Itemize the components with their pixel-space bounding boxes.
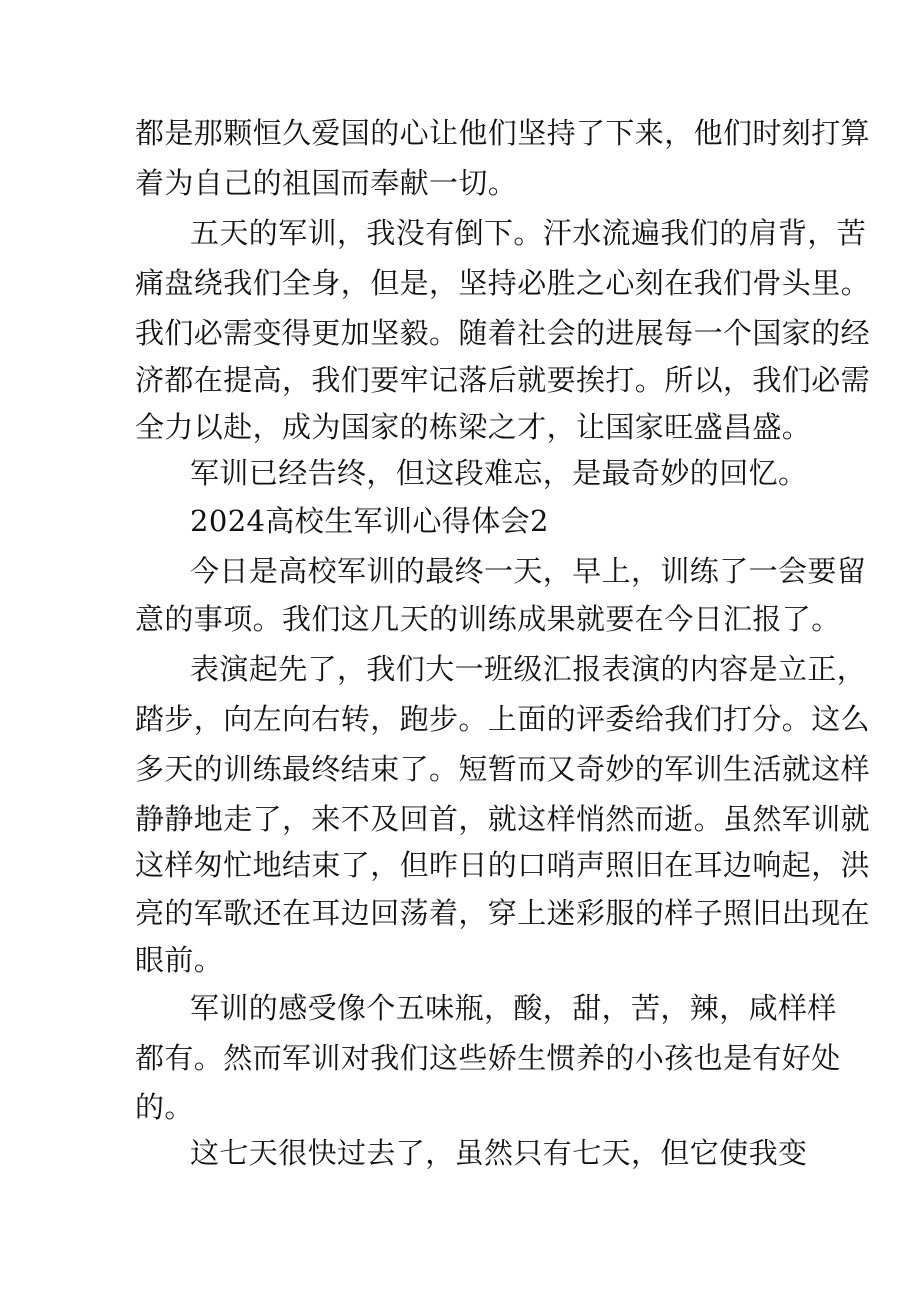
text-line: 多天的训练最终结束了。短暂而又奇妙的军训生活就这样	[135, 752, 871, 786]
section-heading: 2024高校生军训心得体会2	[190, 504, 549, 538]
text-line: 这七天很快过去了，虽然只有七天，但它使我变	[190, 1136, 808, 1170]
text-line: 表演起先了，我们大一班级汇报表演的内容是立正，	[190, 652, 867, 686]
text-line: 痛盘绕我们全身，但是，坚持必胜之心刻在我们骨头里。	[135, 266, 871, 300]
text-line: 军训已经告终，但这段难忘，是最奇妙的回忆。	[190, 456, 808, 490]
text-line: 军训的感受像个五味瓶，酸，甜，苦，辣，咸样样	[190, 991, 837, 1025]
text-line: 今日是高校军训的最终一天，早上，训练了一会要留	[190, 554, 867, 588]
text-line: 的。	[135, 1090, 194, 1124]
text-line: 亮的军歌还在耳边回荡着，穿上迷彩服的样子照旧出现在	[135, 896, 871, 930]
text-line: 五天的军训，我没有倒下。汗水流遍我们的肩背，苦	[190, 216, 867, 250]
text-line: 都是那颗恒久爱国的心让他们坚持了下来，他们时刻打算	[135, 116, 871, 150]
text-line: 这样匆忙地结束了，但昨日的口哨声照旧在耳边响起，洪	[135, 848, 871, 882]
text-line: 都有。然而军训对我们这些娇生惯养的小孩也是有好处	[135, 1041, 841, 1075]
text-line: 济都在提高，我们要牢记落后就要挨打。所以，我们必需	[135, 363, 871, 397]
text-line: 静静地走了，来不及回首，就这样悄然而逝。虽然军训就	[135, 802, 871, 836]
text-line: 意的事项。我们这几天的训练成果就要在今日汇报了。	[135, 602, 841, 636]
text-line: 全力以赴，成为国家的栋梁之才，让国家旺盛昌盛。	[135, 410, 812, 444]
text-line: 我们必需变得更加坚毅。随着社会的进展每一个国家的经	[135, 316, 871, 350]
text-line: 眼前。	[135, 943, 224, 977]
text-line: 踏步，向左向右转，跑步。上面的评委给我们打分。这么	[135, 702, 871, 736]
text-line: 着为自己的祖国而奉献一切。	[135, 166, 518, 200]
